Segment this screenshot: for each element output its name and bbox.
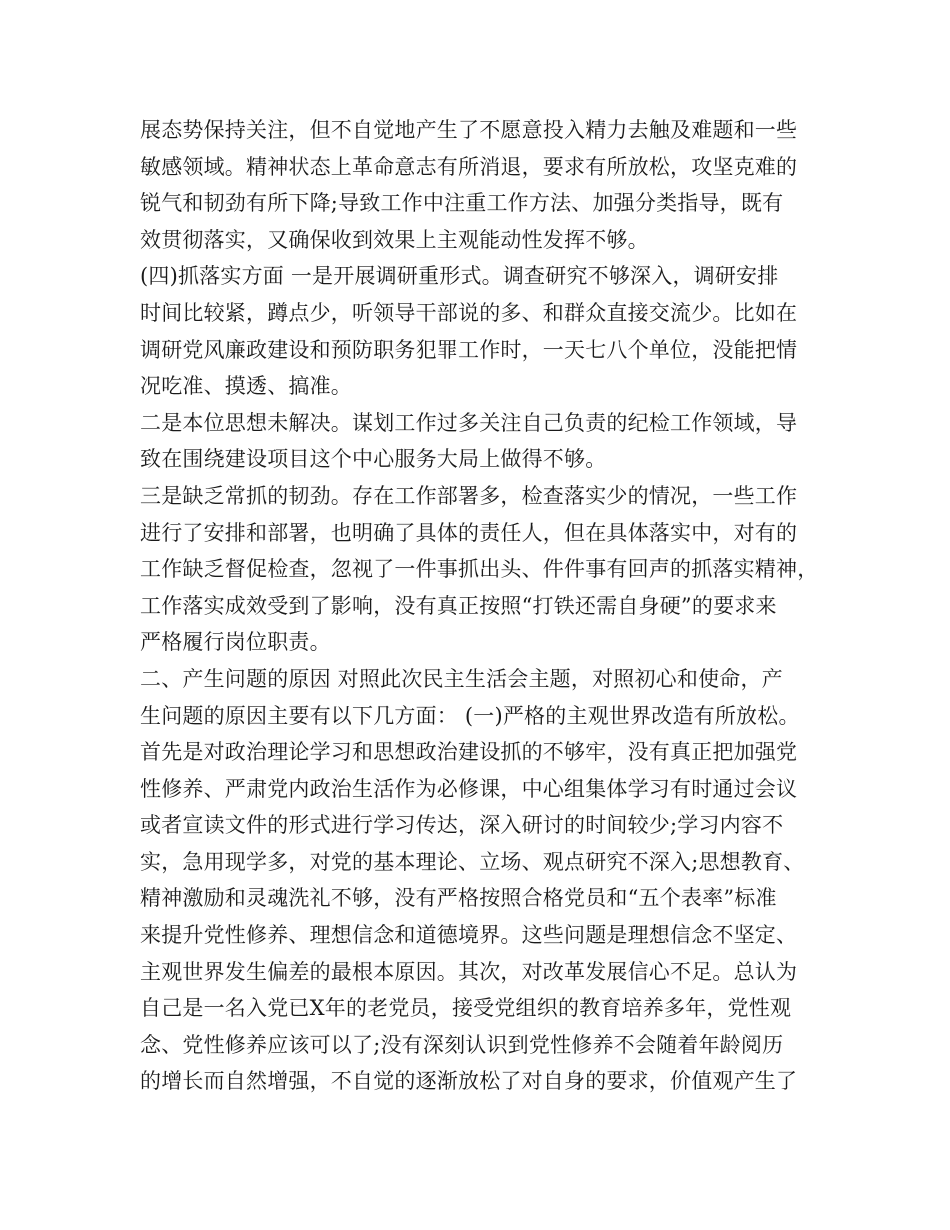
text-line: 主观世界发生偏差的最根本原因。其次，对改革发展信心不足。总认为 bbox=[140, 959, 798, 984]
text-line: 三是缺乏常抓的韧劲。存在工作部署多，检查落实少的情况，一些工作 bbox=[140, 483, 798, 508]
section-heading-line: (四)抓落实方面 一是开展调研重形式。调查研究不够深入，调研安排 bbox=[140, 264, 779, 289]
text-line: 实，急用现学多，对党的基本理论、立场、观点研究不深入;思想教育、 bbox=[140, 849, 805, 874]
text-line: 致在围绕建设项目这个中心服务大局上做得不够。 bbox=[140, 447, 607, 472]
text-line: 严格履行岗位职责。 bbox=[140, 630, 331, 655]
text-line: 来提升党性修养、理想信念和道德境界。这些问题是理想信念不坚定、 bbox=[140, 923, 798, 948]
text-line: 锐气和韧劲有所下降;导致工作中注重工作方法、加强分类指导，既有 bbox=[140, 191, 784, 216]
document-body bbox=[140, 112, 830, 1100]
text-line: 工作缺乏督促检查，忽视了一件事抓出头、件件事有回声的抓落实精神， bbox=[140, 557, 819, 582]
text-line: 自己是一名入党已X年的老党员，接受党组织的教育培养多年，党性观 bbox=[140, 996, 792, 1021]
text-line: 况吃准、摸透、搞准。 bbox=[140, 374, 352, 399]
text-line: 二是本位思想未解决。谋划工作过多关注自己负责的纪检工作领域，导 bbox=[140, 410, 798, 435]
text-line: 效贯彻落实，又确保收到效果上主观能动性发挥不够。 bbox=[140, 227, 649, 252]
text-line: 调研党风廉政建设和预防职务犯罪工作时，一天七八个单位，没能把情 bbox=[140, 337, 798, 362]
text-line: 精神激励和灵魂洗礼不够，没有严格按照合格党员和“五个表率”标准 bbox=[140, 886, 777, 911]
text-line: 首先是对政治理论学习和思想政治建设抓的不够牢，没有真正把加强党 bbox=[140, 740, 798, 765]
text-line: 敏感领域。精神状态上革命意志有所消退，要求有所放松，攻坚克难的 bbox=[140, 154, 798, 179]
section-heading-line: 二、产生问题的原因 对照此次民主生活会主题，对照初心和使命，产 bbox=[140, 666, 783, 691]
text-line: 展态势保持关注，但不自觉地产生了不愿意投入精力去触及难题和一些 bbox=[140, 118, 798, 142]
text-line: 进行了安排和部署，也明确了具体的责任人，但在具体落实中，对有的 bbox=[140, 520, 798, 545]
text-line: 的增长而自然增强，不自觉的逐渐放松了对自身的要求，价值观产生了 bbox=[140, 1069, 798, 1094]
text-line: 或者宣读文件的形式进行学习传达，深入研讨的时间较少;学习内容不 bbox=[140, 813, 784, 838]
text-line: 生问题的原因主要有以下几方面： (一)严格的主观世界改造有所放松。 bbox=[140, 703, 800, 728]
text-line: 时间比较紧，蹲点少，听领导干部说的多、和群众直接交流少。比如在 bbox=[140, 300, 798, 325]
text-line: 工作落实成效受到了影响，没有真正按照“打铁还需自身硬”的要求来 bbox=[140, 593, 777, 618]
text-line: 性修养、严肃党内政治生活作为必修课，中心组集体学习有时通过会议 bbox=[140, 776, 798, 801]
text-line: 念、党性修养应该可以了;没有深刻认识到党性修养不会随着年龄阅历 bbox=[140, 1032, 784, 1057]
